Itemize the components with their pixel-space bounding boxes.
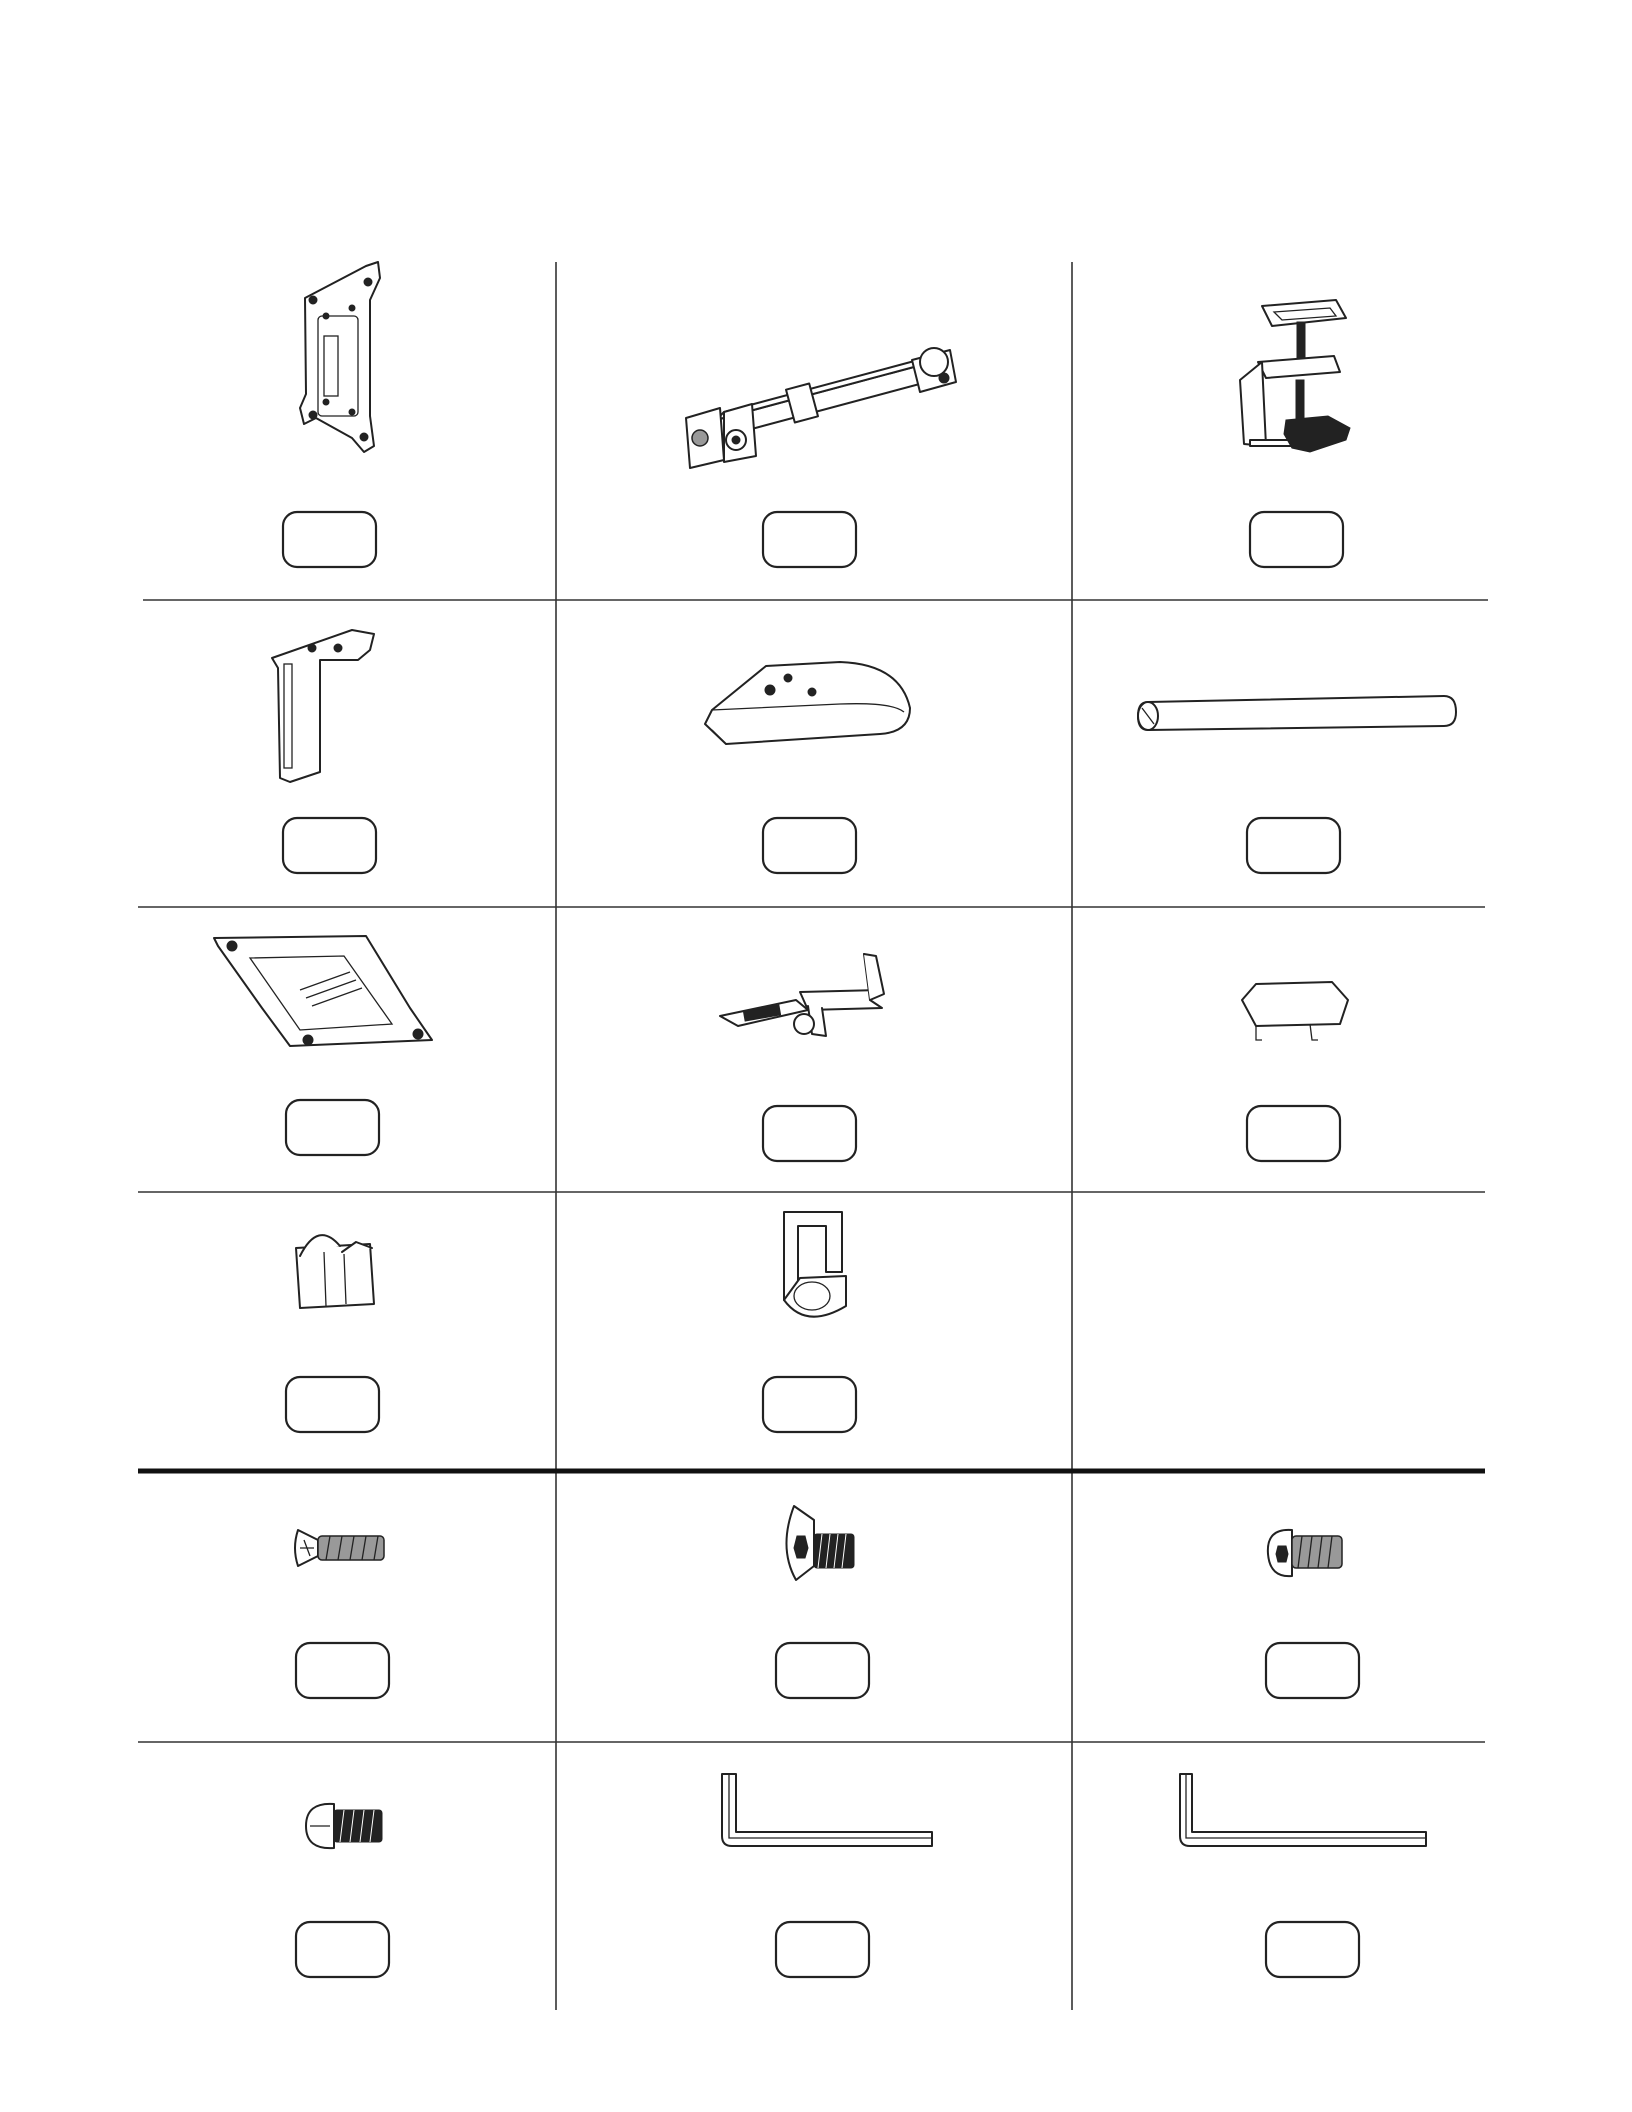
part-label-box: [1247, 818, 1340, 873]
hardware-label-box: [296, 1643, 389, 1698]
tray-arm-icon: [720, 954, 884, 1036]
laptop-tray-icon: [214, 936, 432, 1046]
hardware-label-box: [1266, 1643, 1359, 1698]
part-label-box: [763, 1106, 856, 1161]
phillips-pan-screw-icon: [306, 1804, 382, 1848]
part-label-box: [283, 512, 376, 567]
part-label-box: [286, 1100, 379, 1155]
part-label-box: [763, 818, 856, 873]
vesa-plate-icon: [300, 262, 380, 452]
base-plate-icon: [705, 662, 910, 744]
cable-hook-icon: [784, 1212, 846, 1317]
desk-clamp-icon: [1240, 300, 1350, 452]
part-label-box: [283, 818, 376, 873]
button-head-screw-icon: [1268, 1530, 1342, 1576]
hardware-label-box: [776, 1643, 869, 1698]
end-cap-icon: [1242, 982, 1348, 1040]
hardware-label-box: [776, 1922, 869, 1977]
hardware-label-box: [296, 1922, 389, 1977]
part-label-box: [1250, 512, 1343, 567]
large-allen-key-icon: [722, 1774, 932, 1846]
hex-flat-screw-icon: [786, 1506, 854, 1580]
l-bracket-icon: [272, 630, 374, 782]
extension-arm-icon: [686, 348, 956, 468]
hardware-label-box: [1266, 1922, 1359, 1977]
cable-clip-icon: [296, 1235, 374, 1308]
phillips-flat-screw-icon: [295, 1530, 384, 1566]
part-label-box: [286, 1377, 379, 1432]
pole-icon: [1138, 696, 1456, 730]
small-allen-key-icon: [1180, 1774, 1426, 1846]
part-label-box: [1247, 1106, 1340, 1161]
part-label-box: [763, 1377, 856, 1432]
part-label-box: [763, 512, 856, 567]
